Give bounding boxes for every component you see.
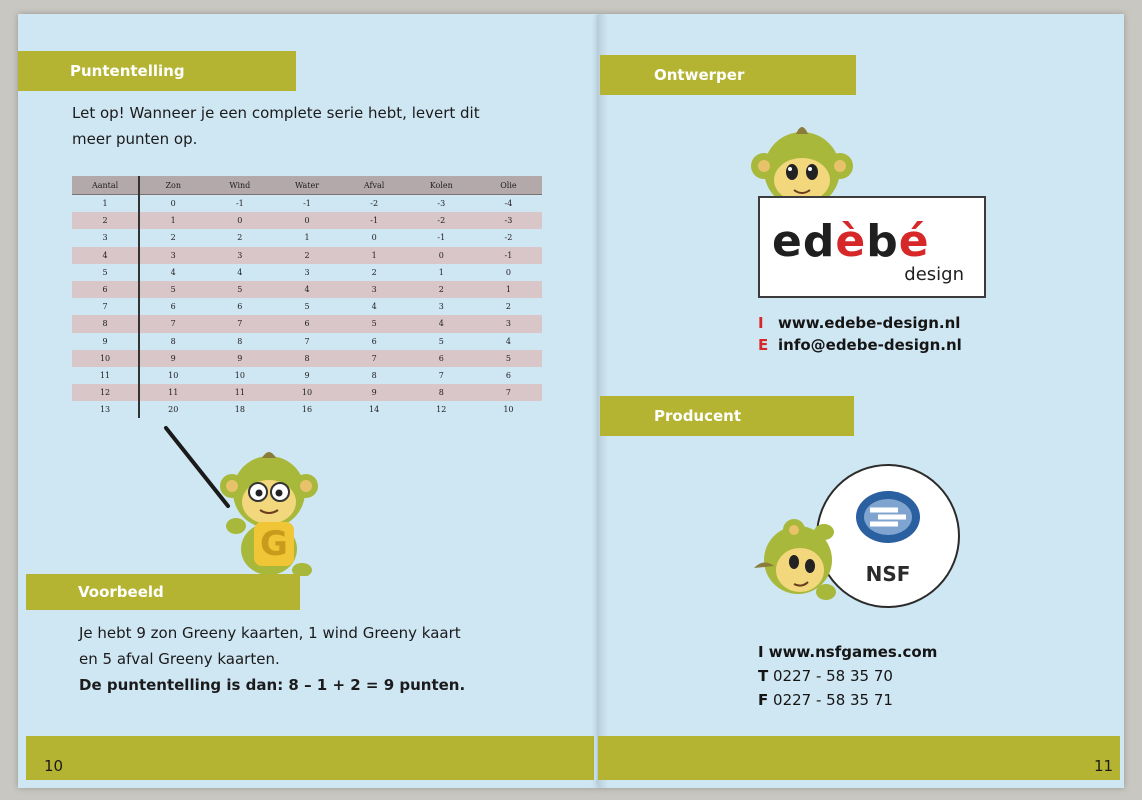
page-number-right: 11 bbox=[1094, 757, 1114, 775]
left-footer-bar bbox=[26, 736, 594, 780]
table-cell: 7 bbox=[341, 350, 408, 367]
table-cell: 9 bbox=[139, 350, 206, 367]
points-table bbox=[72, 176, 542, 418]
table-cell: 5 bbox=[304, 302, 310, 312]
table-cell: 2 bbox=[505, 302, 511, 312]
table-cell: -1 bbox=[475, 247, 542, 264]
table-cell: 10 bbox=[503, 405, 514, 415]
table-cell: 5 bbox=[475, 350, 542, 367]
table-cell: 4 bbox=[408, 315, 475, 332]
table-cell: 4 bbox=[237, 267, 243, 277]
table-cell: 7 bbox=[475, 384, 542, 401]
producer-web-link[interactable]: I www.nsfgames.com bbox=[758, 643, 938, 661]
table-cell: 13 bbox=[72, 401, 139, 418]
producent-header: Producent bbox=[600, 396, 854, 436]
table-cell: 2 bbox=[237, 233, 243, 243]
table-cell: 5 bbox=[139, 281, 206, 298]
table-cell: 3 bbox=[475, 315, 542, 332]
table-row bbox=[72, 247, 542, 264]
table-row bbox=[72, 298, 542, 315]
table-header: Olie bbox=[475, 176, 542, 195]
table-cell: 3 bbox=[438, 302, 444, 312]
right-footer-bar bbox=[598, 736, 1120, 780]
table-row bbox=[72, 281, 542, 298]
mascot-side-icon bbox=[750, 508, 840, 612]
table-cell: 2 bbox=[273, 247, 340, 264]
producer-contact bbox=[758, 640, 937, 712]
table-cell: 7 bbox=[72, 298, 139, 315]
table-row bbox=[72, 367, 542, 384]
table-cell: 1 bbox=[438, 267, 444, 277]
table-header: Water bbox=[273, 176, 340, 195]
example-line-2: en 5 afval Greeny kaarten. bbox=[79, 650, 280, 668]
right-page bbox=[598, 14, 1124, 788]
table-cell: -1 bbox=[341, 212, 408, 229]
table-cell: 8 bbox=[273, 350, 340, 367]
table-cell: 8 bbox=[72, 315, 139, 332]
table-cell: -1 bbox=[437, 233, 446, 243]
table-cell: 8 bbox=[237, 336, 243, 346]
edebe-logo bbox=[758, 196, 986, 298]
intro-text bbox=[72, 100, 480, 152]
ontwerper-header: Ontwerper bbox=[600, 55, 856, 95]
table-cell: 20 bbox=[168, 405, 179, 415]
designer-email-row bbox=[758, 336, 962, 354]
table-header: Kolen bbox=[408, 176, 475, 195]
table-cell: 3 bbox=[139, 247, 206, 264]
table-cell: 5 bbox=[438, 336, 444, 346]
producer-phone: 0227 - 58 35 70 bbox=[773, 667, 893, 685]
table-cell: 6 bbox=[408, 350, 475, 367]
table-cell: 0 bbox=[505, 267, 511, 277]
table-cell: -1 bbox=[303, 199, 311, 209]
example-text bbox=[79, 620, 465, 698]
phone-tag: T bbox=[758, 667, 769, 685]
table-cell: 14 bbox=[369, 405, 380, 415]
table-cell: 4 bbox=[170, 267, 176, 277]
table-cell: 6 bbox=[371, 336, 377, 346]
email-tag: E bbox=[758, 336, 769, 354]
table-cell: -1 bbox=[235, 199, 244, 209]
table-cell: 6 bbox=[273, 315, 340, 332]
table-cell: 5 bbox=[72, 264, 139, 281]
table-cell: 0 bbox=[371, 233, 377, 243]
page-number-left: 10 bbox=[44, 757, 64, 775]
table-cell: 5 bbox=[341, 315, 408, 332]
table-cell: 3 bbox=[72, 229, 139, 246]
table-cell: 7 bbox=[139, 315, 206, 332]
mascot-letter-g: G bbox=[254, 522, 294, 566]
voorbeeld-header: Voorbeeld bbox=[26, 574, 300, 610]
intro-line-1: Let op! Wanneer je een complete serie hebt, levert dit bbox=[72, 104, 480, 122]
table-cell: 6 bbox=[505, 370, 511, 380]
table-cell: 4 bbox=[273, 281, 340, 298]
logo-sub: design bbox=[904, 264, 964, 285]
table-cell: 8 bbox=[408, 384, 475, 401]
table-header: Wind bbox=[206, 176, 273, 195]
producer-fax-row bbox=[758, 688, 937, 712]
table-header: Afval bbox=[341, 176, 408, 195]
table-row bbox=[72, 384, 542, 401]
designer-email-link[interactable]: info@edebe-design.nl bbox=[778, 336, 962, 354]
table-row bbox=[72, 333, 542, 350]
producer-fax: 0227 - 58 35 71 bbox=[773, 691, 893, 709]
table-cell: 6 bbox=[237, 302, 243, 312]
table-cell: 5 bbox=[206, 281, 273, 298]
table-cell: 7 bbox=[206, 315, 273, 332]
table-row bbox=[72, 350, 542, 367]
table-header-row bbox=[72, 176, 542, 195]
table-row bbox=[72, 229, 542, 246]
table-cell: 10 bbox=[72, 350, 139, 367]
table-cell: 9 bbox=[206, 350, 273, 367]
table-cell: 1 bbox=[72, 195, 139, 213]
table-cell: 7 bbox=[304, 336, 310, 346]
table-cell: -2 bbox=[504, 233, 513, 243]
table-cell: 1 bbox=[304, 233, 310, 243]
table-cell: 11 bbox=[72, 367, 139, 384]
producer-phone-row bbox=[758, 664, 937, 688]
table-cell: 10 bbox=[234, 370, 245, 380]
table-cell: 10 bbox=[273, 384, 340, 401]
table-row bbox=[72, 401, 542, 418]
table-row bbox=[72, 195, 542, 213]
table-row bbox=[72, 212, 542, 229]
table-cell: 8 bbox=[371, 370, 377, 380]
designer-web-row bbox=[758, 314, 960, 332]
table-cell: 4 bbox=[72, 247, 139, 264]
table-cell: 0 bbox=[170, 199, 176, 209]
table-cell: -3 bbox=[437, 199, 446, 209]
nsf-label: NSF bbox=[865, 562, 911, 586]
table-header: Aantal bbox=[72, 176, 139, 195]
table-cell: 9 bbox=[72, 333, 139, 350]
table-cell: 4 bbox=[505, 336, 511, 346]
fax-tag: F bbox=[758, 691, 769, 709]
table-cell: 6 bbox=[72, 281, 139, 298]
table-cell: 6 bbox=[170, 302, 176, 312]
nsf-emblem-icon bbox=[854, 488, 922, 546]
web-tag: I bbox=[758, 314, 764, 332]
table-header: Zon bbox=[139, 176, 206, 195]
table-cell: -2 bbox=[408, 212, 475, 229]
left-page bbox=[18, 14, 598, 788]
table-cell: -2 bbox=[370, 199, 379, 209]
table-cell: 9 bbox=[304, 370, 310, 380]
table-cell: -3 bbox=[475, 212, 542, 229]
table-cell: 11 bbox=[139, 384, 206, 401]
table-cell: 1 bbox=[139, 212, 206, 229]
intro-line-2: meer punten op. bbox=[72, 130, 198, 148]
table-cell: 12 bbox=[72, 384, 139, 401]
table-cell: 2 bbox=[408, 281, 475, 298]
table-cell: 3 bbox=[206, 247, 273, 264]
table-cell: 12 bbox=[436, 405, 447, 415]
table-cell: 0 bbox=[273, 212, 340, 229]
example-line-1: Je hebt 9 zon Greeny kaarten, 1 wind Greeny kaart bbox=[79, 624, 461, 642]
table-cell: 4 bbox=[371, 302, 377, 312]
table-cell: 1 bbox=[341, 247, 408, 264]
table-cell: 11 bbox=[206, 384, 273, 401]
table-cell: 2 bbox=[170, 233, 176, 243]
table-cell: 16 bbox=[301, 405, 313, 415]
table-cell: 0 bbox=[408, 247, 475, 264]
table-cell: 2 bbox=[371, 267, 377, 277]
table-cell: 7 bbox=[438, 370, 444, 380]
table-cell: 3 bbox=[341, 281, 408, 298]
table-cell: 2 bbox=[72, 212, 139, 229]
table-row bbox=[72, 315, 542, 332]
logo-text: edèbé bbox=[772, 216, 930, 267]
table-cell: -4 bbox=[504, 199, 513, 209]
table-cell: 9 bbox=[341, 384, 408, 401]
table-row bbox=[72, 264, 542, 281]
table-cell: 10 bbox=[168, 370, 179, 380]
designer-web-link[interactable]: www.edebe-design.nl bbox=[778, 314, 961, 332]
table-cell: 3 bbox=[304, 267, 310, 277]
table-cell: 1 bbox=[475, 281, 542, 298]
table-cell: 0 bbox=[206, 212, 273, 229]
table-cell: 18 bbox=[234, 405, 245, 415]
table-cell: 8 bbox=[170, 336, 176, 346]
example-result: De puntentelling is dan: 8 – 1 + 2 = 9 punten. bbox=[79, 676, 466, 694]
puntentelling-header: Puntentelling bbox=[18, 51, 296, 91]
